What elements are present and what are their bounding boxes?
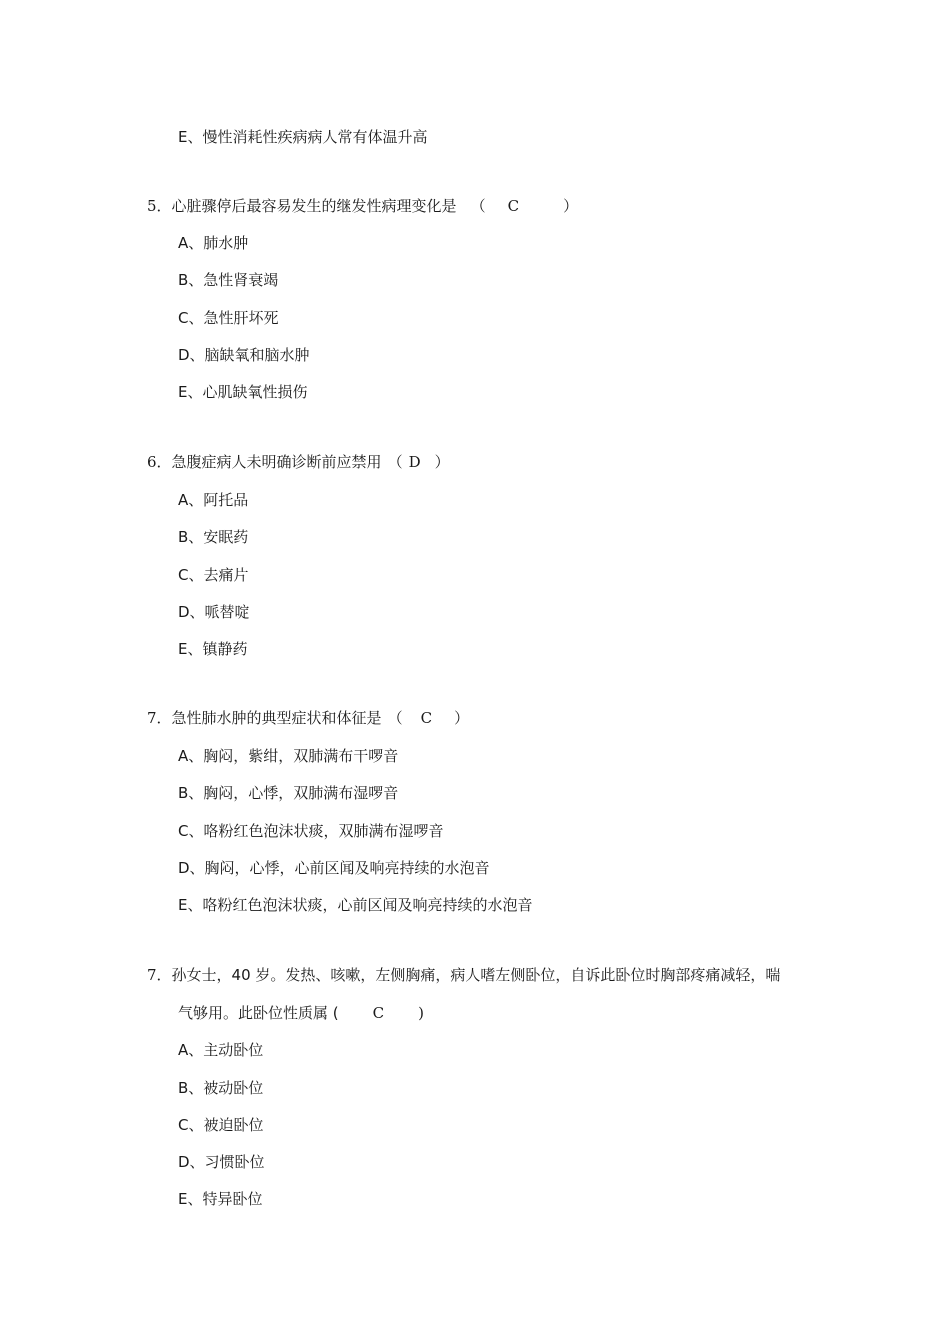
option-d: D、脑缺氧和脑水肿 [178,346,310,364]
paren-close: ) [418,1004,424,1022]
paren-close: ） [563,197,579,215]
question-number: 7． [147,709,172,727]
option-b: B、被动卧位 [178,1079,264,1097]
question-number: 5． [147,197,172,215]
option-d: D、胸闷，心悸，心前区闻及响亮持续的水泡音 [178,859,490,877]
paren-open: （ [387,709,403,727]
option-e: E、咯粉红色泡沫状痰，心前区闻及响亮持续的水泡音 [178,896,533,914]
question-stem: 急腹症病人未明确诊断前应禁用 [171,453,382,471]
option-e: E、镇静药 [178,640,248,658]
option-b: B、急性肾衰竭 [178,271,279,289]
paren-close: ） [454,709,470,727]
option-a: A、主动卧位 [178,1041,264,1059]
question-stem: 急性肺水肿的典型症状和体征是 [171,709,382,727]
option-a: A、肺水肿 [178,234,249,252]
question-stem: 心脏骤停后最容易发生的继发性病理变化是 [171,197,457,215]
question-stem-line1: 孙女士，40 岁。发热、咳嗽，左侧胸痛，病人嗜左侧卧位，自诉此卧位时胸部疼痛减轻，喘 [171,966,781,984]
option-a: A、阿托品 [178,491,249,509]
paren-open: （ [387,453,403,471]
prev-question-option-e: E、慢性消耗性疾病病人常有体温升高 [178,128,428,146]
question-number: 6． [147,453,172,471]
option-a: A、胸闷，紫绀，双肺满布干啰音 [178,747,399,765]
option-c: C、咯粉红色泡沫状痰，双肺满布湿啰音 [178,822,444,840]
question-7a [147,708,469,728]
answer-letter: C [420,709,433,727]
answer-letter: C [507,197,520,215]
option-c: C、被迫卧位 [178,1116,264,1134]
answer-letter: D [408,453,421,471]
question-stem-line2: 气够用。此卧位性质属 ( [178,1004,339,1022]
question-7b [147,965,780,985]
option-e: E、心肌缺氧性损伤 [178,383,308,401]
question-number: 7． [147,966,172,984]
option-b: B、胸闷，心悸，双肺满布湿啰音 [178,784,399,802]
question-6 [147,452,450,472]
paren-close: ） [434,453,450,471]
option-b: B、安眠药 [178,528,249,546]
question-5 [147,196,578,216]
paren-open: （ [470,197,486,215]
option-c: C、去痛片 [178,566,249,584]
option-d: D、习惯卧位 [178,1153,265,1171]
option-c: C、急性肝坏死 [178,309,279,327]
question-7b-line2 [178,1003,424,1023]
option-e: E、特异卧位 [178,1190,263,1208]
option-d: D、哌替啶 [178,603,250,621]
answer-letter: C [372,1004,385,1022]
